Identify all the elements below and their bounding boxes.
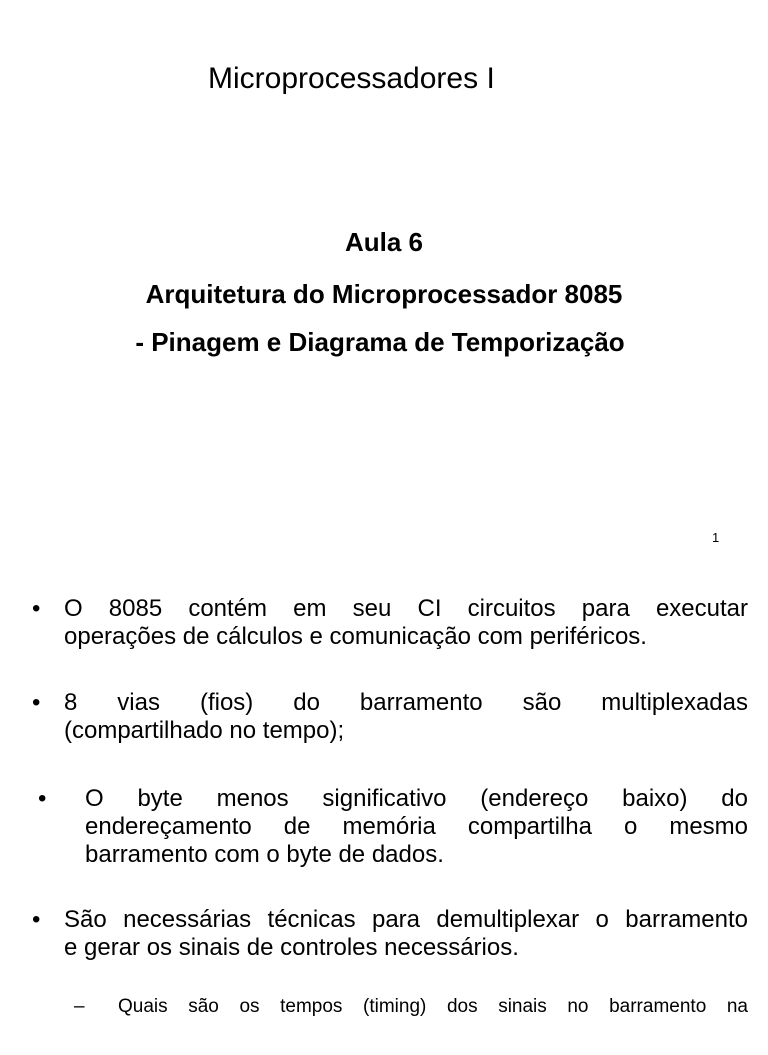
bullet-marker: • xyxy=(32,689,41,716)
bullet-text xyxy=(64,906,748,962)
bullet-line: (compartilhado no tempo); xyxy=(64,717,345,744)
bullet-item xyxy=(38,785,748,875)
bullet-text xyxy=(85,785,748,869)
bullet-text xyxy=(64,595,748,651)
bullet-line: e gerar os sinais de controles necessários. xyxy=(64,934,519,961)
bullet-item xyxy=(32,906,748,966)
bullet-marker: • xyxy=(38,785,47,812)
bullet-line: O byte menos significativo (endereço baixo) do xyxy=(85,785,748,812)
lesson-topic: Arquitetura do Microprocessador 8085 xyxy=(145,279,623,309)
bullet-marker: • xyxy=(32,595,41,622)
bullet-line: São necessárias técnicas para demultiplexar o barramento xyxy=(64,906,748,933)
bullet-line: 8 vias (fios) do barramento são multiplexadas xyxy=(64,689,748,716)
bullet-line: Quais são os tempos (timing) dos sinais no barramento na xyxy=(118,996,748,1017)
bullet-line: barramento com o byte de dados. xyxy=(85,841,444,868)
lesson-subtitle: - Pinagem e Diagrama de Temporização xyxy=(135,327,625,357)
bullet-marker: • xyxy=(32,906,41,933)
bullet-item xyxy=(32,595,748,655)
bullet-line: endereçamento de memória compartilha o mesmo xyxy=(85,813,748,840)
dash-marker: – xyxy=(74,996,85,1017)
sub-bullet-item xyxy=(74,995,748,1055)
bullet-line: O 8085 contém em seu CI circuitos para executar xyxy=(64,595,748,622)
bullet-item xyxy=(32,689,748,749)
lesson-number: Aula 6 xyxy=(344,227,424,257)
bullet-text xyxy=(118,995,748,1019)
course-title: Microprocessadores I xyxy=(208,62,495,95)
bullet-text xyxy=(64,689,748,745)
bullet-line: operações de cálculos e comunicação com periféricos. xyxy=(64,623,647,650)
page-number: 1 xyxy=(712,530,720,545)
content-slide xyxy=(0,565,768,1024)
